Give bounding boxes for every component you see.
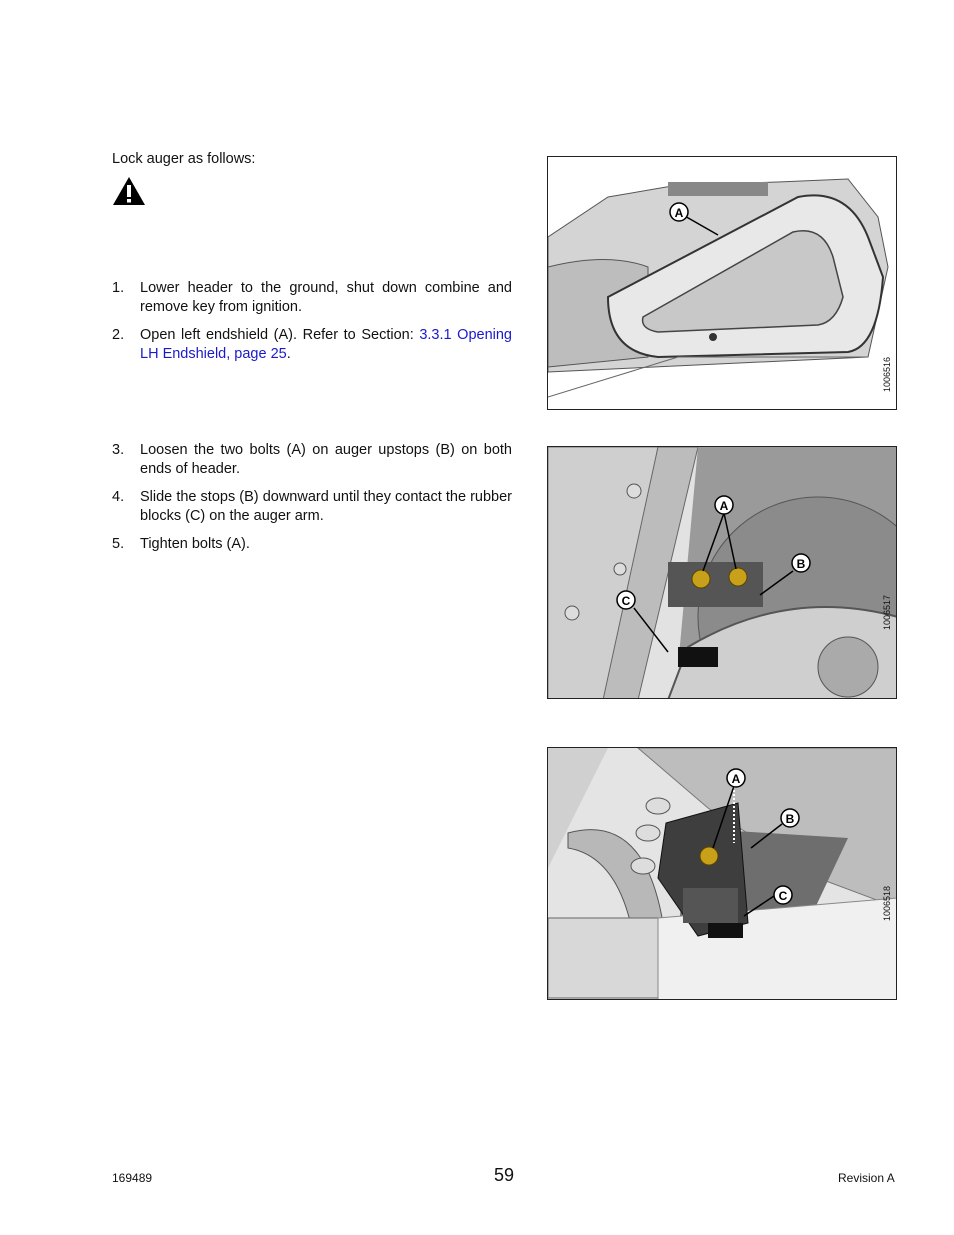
step-text: Slide the stops (B) downward until they contact the rubber blocks (C) on the auger arm. [140,489,512,524]
callout-b: B [796,557,806,571]
step-number: 4. [112,489,125,505]
doc-number: 169489 [112,1171,153,1185]
callout-a: A [719,499,729,513]
step-text: Loosen the two bolts (A) on auger upstops (B) on both ends of header. [140,442,512,477]
step-3 [112,441,512,479]
figure-id: 1006518 [882,886,892,922]
intro-text: Lock auger as follows: [112,151,256,167]
figure-id: 1006516 [882,357,892,393]
step-text: Tighten bolts (A). [140,536,250,552]
step-text-tail: . [286,346,291,362]
steps-group-1 [112,279,512,373]
figure-auger-stop-detail [547,747,897,1000]
callout-c: C [778,889,788,903]
step-number: 2. [112,327,125,343]
callout-a: A [731,772,741,786]
step-number: 3. [112,442,125,458]
warning-triangle-icon [112,176,146,206]
step-number: 5. [112,536,125,552]
step-number: 1. [112,280,125,296]
callout-a: A [674,206,684,220]
page-number: 59 [494,1165,515,1185]
figure-id: 1006517 [882,595,892,631]
step-2 [112,326,512,364]
steps-group-2 [112,441,512,563]
callout-c: C [621,594,631,608]
figure-auger-upstops [547,446,897,699]
step-text: Lower header to the ground, shut down combine and remove key from ignition. [140,280,512,315]
step-text: Open left endshield (A). Refer to Section: [140,327,420,343]
revision-label: Revision A [838,1171,895,1185]
callout-b: B [785,812,795,826]
figure-endshield [547,156,897,410]
step-5 [112,535,512,554]
step-1 [112,279,512,317]
section-link[interactable]: 3.3.1 Opening LH Endshield, page 25 [140,327,512,362]
step-4 [112,488,512,526]
